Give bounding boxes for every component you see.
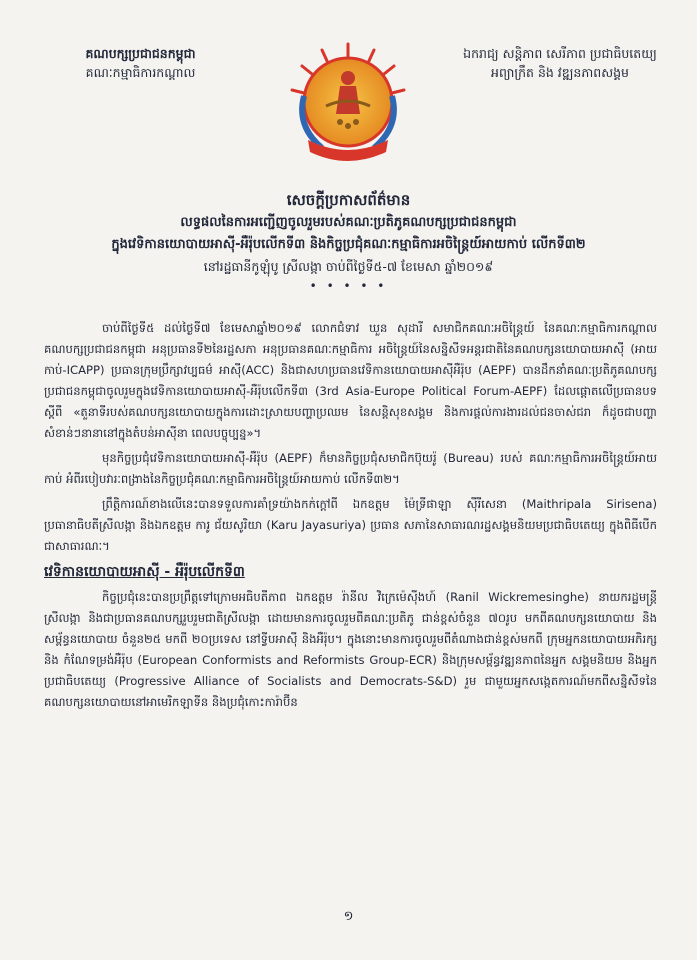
paragraph-4: កិច្ចប្រជុំនេះបានប្រព្រឹត្តទៅក្រោមអធិបតីភាព ឯកឧត្តម រ៉ានីល វិក្រេម៉េស៊ីងហ៍ (Ranil Wickremesinghe) នាយករដ្ឋមន្ត្រីស្រីលង្កា និងជាប្រធានគណបក្សរួបរួមជាតិស្រីលង្កា ដោយមានការចូលរួមពីគណៈប្រតិភូ ជាន់ខ្ពស់ចំនួន ៧០រូប មកពីគណបក្សនយោបាយ និងសម្ព័ន្ធនយោបាយ ចំនួន២៥ មកពី ២០ប្រទេស នៅទ្វីបអាស៊ី និងអឺរ៉ុប។ ក្នុងនោះមានការចូលរួមពីតំណាងជាន់ខ្ពស់មកពី ក្រុមអ្នកនយោបាយអភិរក្ស និង កំណែទម្រង់អឺរ៉ុប (European Conformists and Reformists Group-ECR) និងក្រុមសម្ព័ន្ធវឌ្ឍនភាពនៃអ្នក សង្គមនិយម និងអ្នកប្រជាធិបតេយ្យ (Progressive Alliance of Socialists and Democrats-S&D) រួម ជាមួយអ្នកសង្កេតការណ៍មកពីសន្និសីទនៃគណបក្សនយោបាយនៅអាមេរិកឡាទីន និងប្រជុំកោះការ៉ាប៊ីន	[44, 590, 657, 709]
title-block	[30, 188, 667, 294]
document-title: សេចក្តីប្រកាសព័ត៌មាន	[286, 191, 411, 209]
document-body	[44, 318, 657, 717]
cpp-emblem-logo	[282, 36, 414, 168]
paragraph-3: ព្រឹត្តិការណ៍ខាងលើនេះបានទទួលការគាំទ្រយ៉ាងកក់ក្តៅពី ឯកឧត្តម ម៉ៃទ្រីផាឡា ស៊ីរីសេនា (Maithripala Sirisena) ប្រធានាធិបតីស្រីលង្កា និងឯកឧត្តម ការូ ជ័យសូរិយា (Karu Jayasuriya) ប្រធាន សភានៃសាធារណរដ្ឋសង្គមនិយមប្រជាធិបតេយ្យ ក្នុងពិធីបើកជាសាធារណៈ។	[44, 497, 657, 553]
location-date: នៅរដ្ឋធានីកូឡុំបូ ស្រីលង្កា ចាប់ពីថ្ងៃទី៥-៧ ខែមេសា ឆ្នាំ២០១៩	[203, 259, 494, 274]
paragraph-1: ចាប់ពីថ្ងៃទី៥ ដល់ថ្ងៃទី៧ ខែមេសាឆ្នាំ២០១៩ លោកជំទាវ ឃួន សុដារី សមាជិកគណៈអចិន្ត្រៃយ៍ នៃគណៈកម្មាធិការកណ្តាល គណបក្សប្រជាជនកម្ពុជា អនុប្រធានទី២នៃរដ្ឋសភា អនុប្រធានគណៈកម្មាធិការ អចិន្ត្រៃយ៍នៃសន្និសីទអន្តរជាតិនៃគណបក្សនយោបាយអាស៊ី (អាយកាប់-ICAPP) ប្រធានក្រុមប្រឹក្សាវប្បធម៌ អាស៊ី(ACC) និងជាសហប្រធានវេទិកានយោបាយអាស៊ីអឺរ៉ុប (AEPF) បានដឹកនាំគណៈប្រតិភូគណបក្ស ប្រជាជនកម្ពុជាចូលរួមក្នុងវេទិកានយោបាយអាស៊ី-អឺរ៉ុបលើកទី៣ (3rd Asia-Europe Political Forum-AEPF) ដែលផ្តោតលើប្រធានបទស្តីពី «តួនាទីរបស់គណបក្សនយោបាយក្នុងការដោះស្រាយបញ្ហាប្រឈម នៃសន្តិសុខសង្គម និងការផ្តល់ការងារដល់ជនចាស់ជរា ក៏ដូចជាបញ្ហាសំខាន់ៗនានានៅក្នុងតំបន់អាស៊ីនា ពេលបច្ចុប្បន្ន»។	[44, 321, 657, 440]
motto-line-2: អព្យាក្រឹត និង វឌ្ឍនភាពសង្គម	[491, 65, 629, 80]
party-name: គណបក្សប្រជាជនកម្ពុជា	[85, 46, 196, 61]
committee-name: គណៈកម្មាធិការកណ្តាល	[85, 65, 196, 80]
motto-line-1: ឯករាជ្យ សន្តិភាព សេរីភាព ប្រជាធិបតេយ្យ	[463, 46, 657, 61]
paragraph-2: មុនកិច្ចប្រជុំវេទិកានយោបាយអាស៊ី-អឺរ៉ុប (AEPF) ក៏មានកិច្ចប្រជុំសមាជិកប៊ុយរ៉ូ (Bureau) របស់ គណៈកម្មាធិការអចិន្ត្រៃយ៍អាយកាប់ អំពីរបៀបវារៈពង្រាងនៃកិច្ចប្រជុំគណៈកម្មាធិការអចិន្ត្រៃយ៍អាយកាប់ លើកទី៣២។	[44, 451, 657, 486]
party-header	[48, 44, 233, 82]
subtitle-line-1: លទ្ធផលនៃការអញ្ជើញចូលរួមរបស់គណៈប្រតិភូគណបក្សប្រជាជនកម្ពុជា	[180, 215, 517, 230]
separator-stars: • • • • •	[309, 279, 388, 293]
subtitle-line-2: ក្នុងវេទិកានយោបាយអាស៊ី-អឺរ៉ុបលើកទី៣ និងកិច្ចប្រជុំគណៈកម្មាធិការអចិន្ត្រៃយ៍អាយកាប់ លើកទី៣២	[111, 237, 586, 252]
page-number: ១	[343, 909, 354, 924]
national-motto	[445, 44, 675, 82]
section-heading: វេទិកានយោបាយអាស៊ី - អឺរ៉ុបលើកទី៣	[44, 564, 245, 580]
